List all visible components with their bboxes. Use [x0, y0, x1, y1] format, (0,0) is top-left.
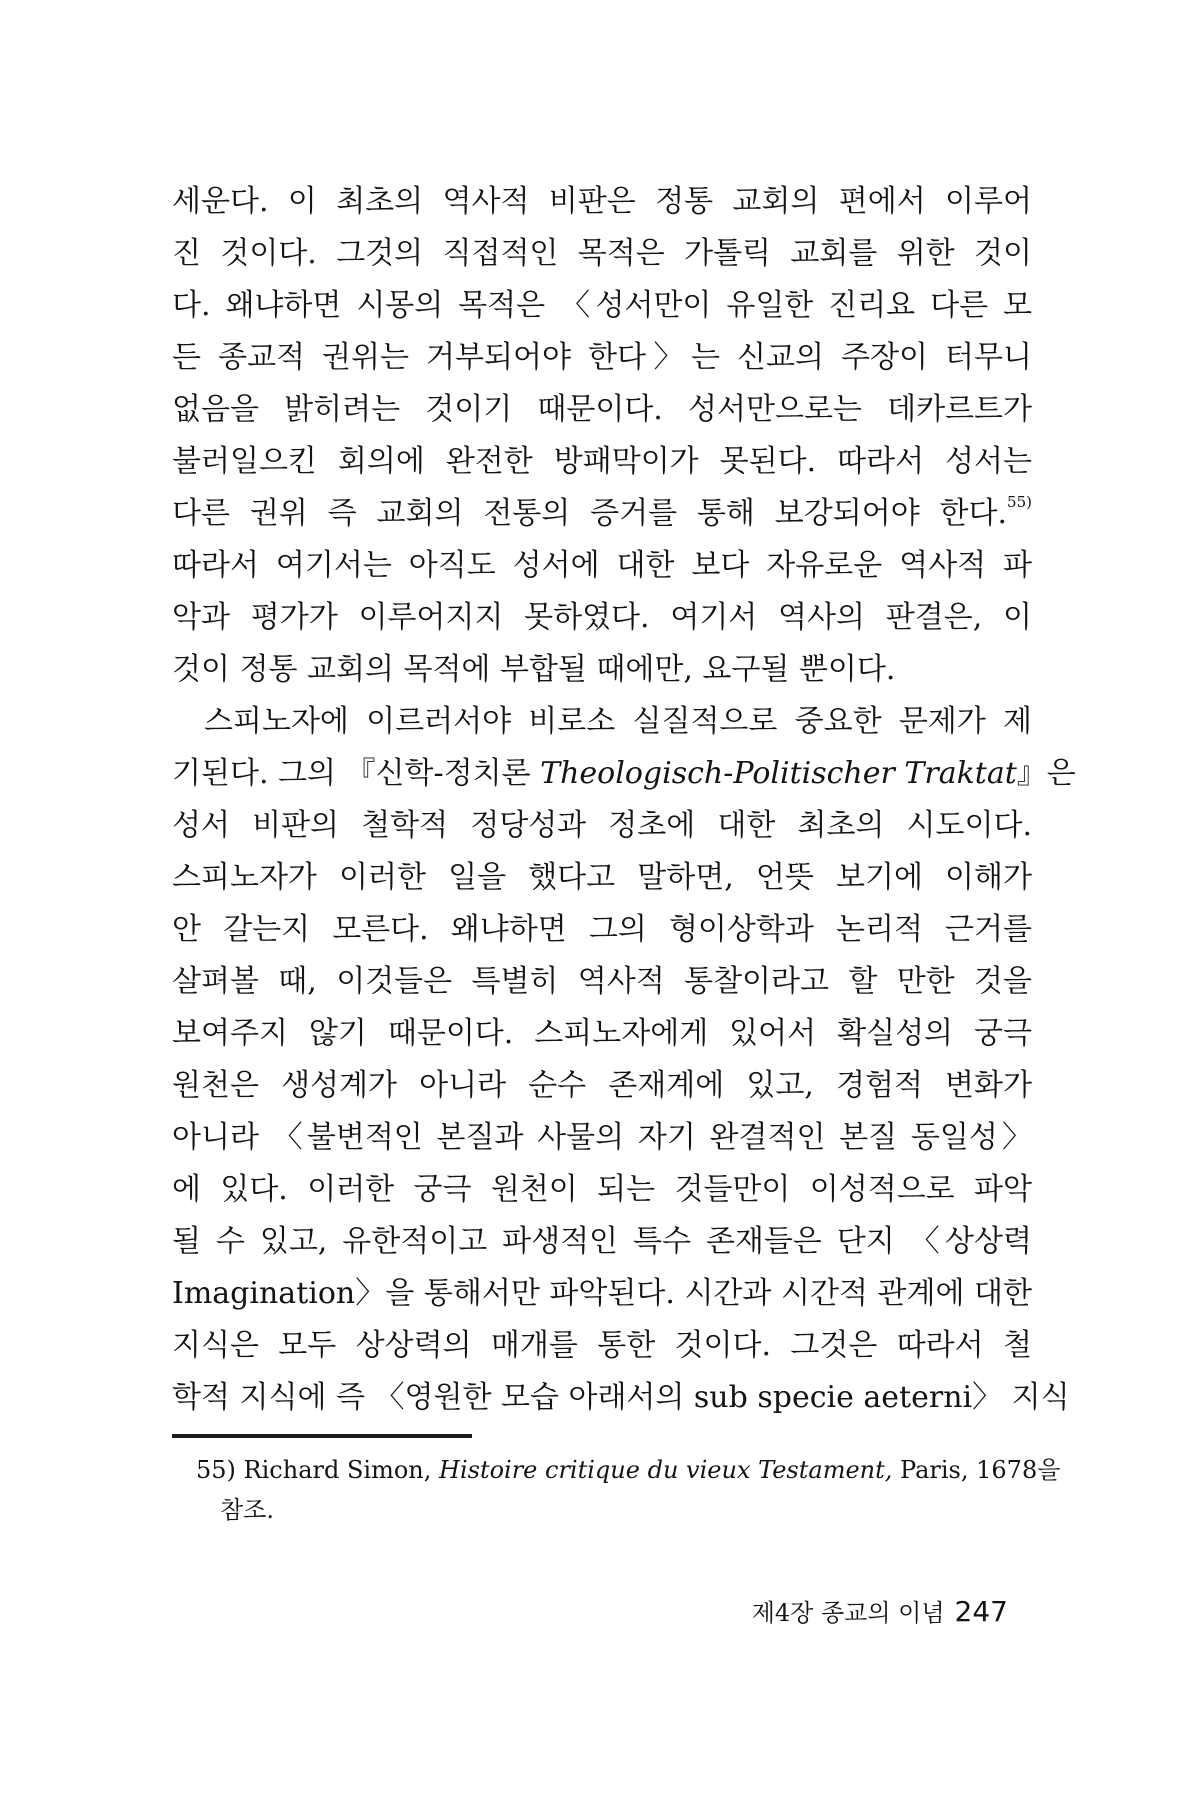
- work-title-italic: Theologisch-Politischer Traktat: [540, 756, 1017, 791]
- text-line: 될 수 있고, 유한적이고 파생적인 특수 존재들은 단지 〈상상력: [172, 1224, 1032, 1259]
- text-line: Imagination〉을 통해서만 파악된다. 시간과 시간적 관계에 대한: [172, 1276, 1032, 1311]
- text-line: 없음을 밝히려는 것이기 때문이다. 성서만으로는 데카르트가: [172, 392, 1032, 427]
- footnote-author: Richard Simon,: [243, 1456, 432, 1484]
- text-line: 지식은 모두 상상력의 매개를 통한 것이다. 그것은 따라서 철: [172, 1328, 1032, 1363]
- text-line: 원천은 생성계가 아니라 순수 존재계에 있고, 경험적 변화가: [172, 1068, 1032, 1103]
- page-number: 247: [954, 1595, 1008, 1628]
- paragraph-start-line: 스피노자에 이르러서야 비로소 실질적으로 중요한 문제가 제: [204, 704, 1032, 739]
- text-segment: 다른 권위 즉 교회의 전통의 증거를 통해 보강되어야 한다.: [172, 496, 1008, 531]
- text-line: 악과 평가가 이루어지지 못하였다. 여기서 역사의 판결은, 이: [172, 600, 1032, 635]
- text-line: 살펴볼 때, 이것들은 특별히 역사적 통찰이라고 할 만한 것을: [172, 964, 1032, 999]
- footnote: [196, 1450, 1061, 1530]
- text-line: 불러일으킨 회의에 완전한 방패막이가 못된다. 따라서 성서는: [172, 444, 1032, 479]
- chapter-title: 제4장 종교의 이념: [751, 1599, 945, 1627]
- text-line: 다. 왜냐하면 시몽의 목적은 〈성서만이 유일한 진리요 다른 모: [172, 288, 1032, 323]
- footnote-reference: 55): [1007, 493, 1032, 511]
- footnote-divider: [172, 1434, 472, 1438]
- text-line: 보여주지 않기 때문이다. 스피노자에게 있어서 확실성의 궁극: [172, 1016, 1032, 1051]
- footnote-number: 55): [196, 1456, 236, 1484]
- footnote-continuation: 참조.: [220, 1496, 274, 1524]
- text-line: 따라서 여기서는 아직도 성서에 대한 보다 자유로운 역사적 파: [172, 548, 1032, 583]
- text-line-with-title: [172, 748, 1076, 800]
- text-line: 학적 지식에 즉 〈영원한 모습 아래서의 sub specie aeterni〉 지식: [172, 1380, 1070, 1415]
- text-line: 안 갈는지 모른다. 왜냐하면 그의 형이상학과 논리적 근거를: [172, 912, 1032, 947]
- text-line: 성서 비판의 철학적 정당성과 정초에 대한 최초의 시도이다.: [172, 808, 1032, 843]
- running-footer: [600, 1592, 1008, 1633]
- text-line: 진 것이다. 그것의 직접적인 목적은 가톨릭 교회를 위한 것이: [172, 236, 1032, 271]
- text-segment: 』은: [1016, 756, 1076, 791]
- footnote-line: [196, 1450, 1061, 1490]
- text-line: 것이 정통 교회의 목적에 부합될 때에만, 요구될 뿐이다.: [172, 652, 896, 687]
- text-line: 아니라 〈불변적인 본질과 사물의 자기 완결적인 본질 동일성〉: [172, 1120, 1032, 1155]
- text-segment: 기된다. 그의 『신학-정치론: [172, 756, 541, 791]
- footnote-title: Histoire critique du vieux Testament,: [439, 1456, 893, 1484]
- text-line: 세운다. 이 최초의 역사적 비판은 정통 교회의 편에서 이루어: [172, 184, 1032, 219]
- text-line: 에 있다. 이러한 궁극 원천이 되는 것들만이 이성적으로 파악: [172, 1172, 1032, 1207]
- text-line: 든 종교적 권위는 거부되어야 한다〉는 신교의 주장이 터무니: [172, 340, 1032, 375]
- body-text: [172, 176, 1076, 1424]
- text-line: 스피노자가 이러한 일을 했다고 말하면, 언뜻 보기에 이해가: [172, 860, 1032, 895]
- footnote-rest: Paris, 1678을: [900, 1456, 1061, 1484]
- text-line-with-footnote: [172, 488, 1032, 540]
